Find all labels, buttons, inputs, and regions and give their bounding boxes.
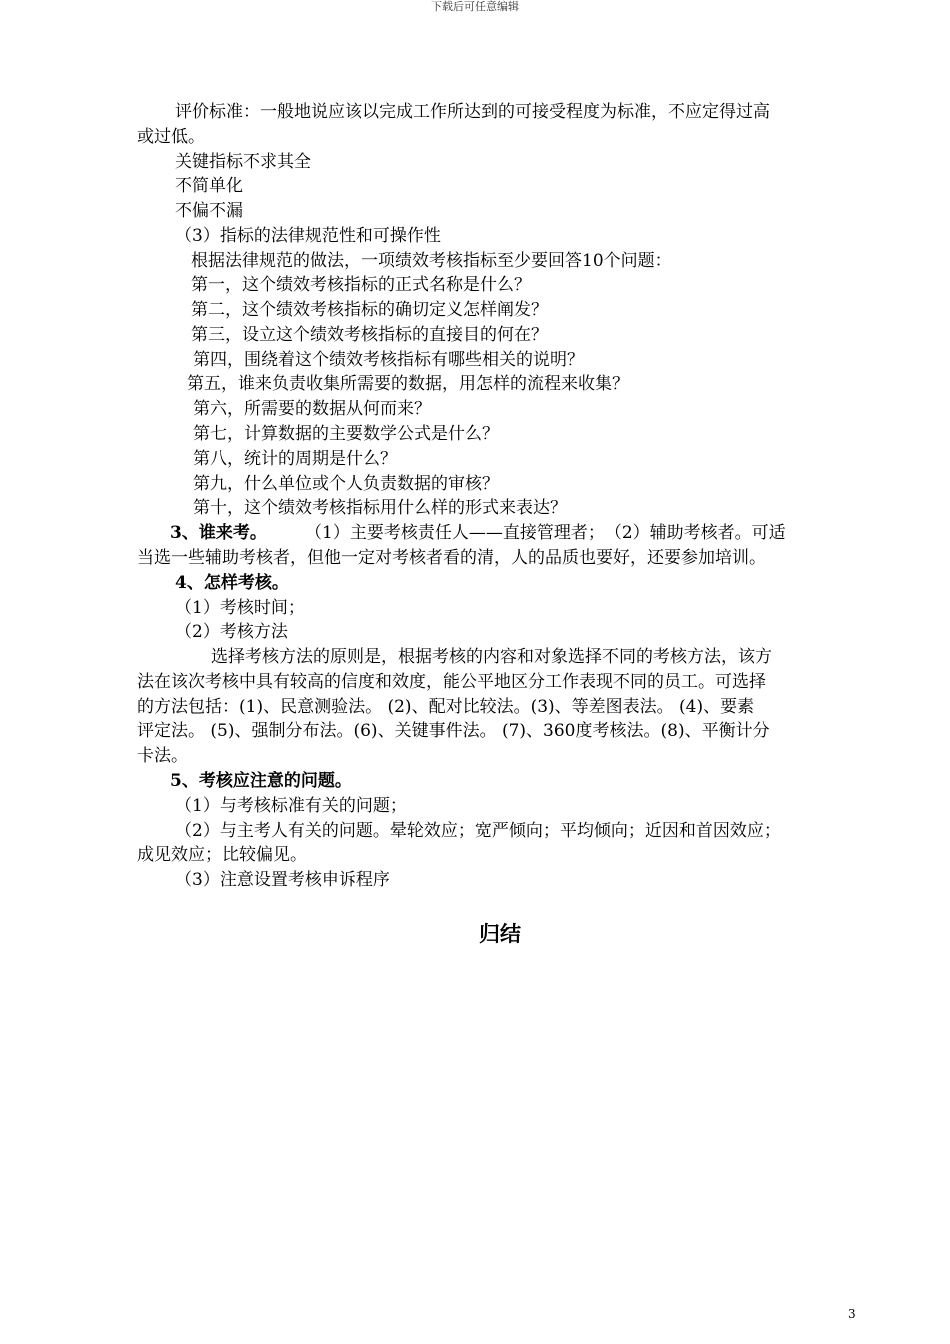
text-line: 或过低。	[137, 127, 205, 147]
text-line: （3）指标的法律规范性和可操作性	[175, 226, 441, 246]
text-line: 第一，这个绩效考核指标的正式名称是什么？	[191, 275, 531, 295]
text-line: （3）注意设置考核申诉程序	[175, 870, 390, 890]
section-heading-3: 3、谁来考。	[170, 523, 267, 543]
text-line: 选择考核方法的原则是，根据考核的内容和对象选择不同的考核方法，该方	[211, 647, 772, 667]
text-line: 评定法。 (5)、强制分布法。(6)、关键事件法。 (7)、360度考核法。(8)、平衡计分	[137, 721, 770, 741]
text-line: 评价标准：一般地说应该以完成工作所达到的可接受程度为标准，不应定得过高	[175, 102, 770, 122]
text-line: （1）考核时间；	[175, 598, 305, 618]
text-line: 第四，围绕着这个绩效考核指标有哪些相关的说明？	[193, 350, 584, 370]
text-line: 根据法律规范的做法，一项绩效考核指标至少要回答10个问题：	[191, 251, 672, 271]
text-line: 第九，什么单位或个人负责数据的审核？	[193, 474, 499, 494]
text-line: 法在该次考核中具有较高的信度和效度，能公平地区分工作表现不同的员工。可选择	[137, 672, 766, 692]
text-line: （1）与考核标准有关的问题；	[175, 796, 407, 816]
text-line: 卡法。	[137, 746, 188, 766]
section-heading-5: 5、考核应注意的问题。	[170, 771, 352, 791]
text-line: （2）考核方法	[175, 622, 288, 642]
text-line: 成见效应；比较偏见。	[137, 845, 307, 865]
section-title: 归结	[479, 921, 521, 946]
text-line: （2）与主考人有关的问题。晕轮效应；宽严倾向；平均倾向；近因和首因效应；	[175, 821, 781, 841]
page-header: 下载后可任意编辑	[431, 0, 519, 13]
text-line: 当选一些辅助考核者，但他一定对考核者看的清，人的品质也要好，还要参加培训。	[137, 548, 766, 568]
section-heading-4: 4、怎样考核。	[175, 573, 289, 593]
text-line: （1）主要考核责任人——直接管理者； （2）辅助考核者。可适	[305, 523, 786, 543]
page-number: 3	[848, 1307, 856, 1321]
text-line: 不简单化	[175, 176, 243, 196]
text-line: 不偏不漏	[175, 201, 243, 221]
text-line: 第十，这个绩效考核指标用什么样的形式来表达？	[193, 498, 567, 518]
text-line: 第七，计算数据的主要数学公式是什么？	[193, 424, 499, 444]
text-line: 第二，这个绩效考核指标的确切定义怎样阐发？	[191, 300, 548, 320]
text-line: 第五，谁来负责收集所需要的数据，用怎样的流程来收集？	[187, 374, 629, 394]
text-line: 第六，所需要的数据从何而来？	[193, 399, 431, 419]
text-line: 关键指标不求其全	[175, 152, 311, 172]
text-line: 的方法包括：(1)、民意测验法。 (2)、配对比较法。(3)、等差图表法。 (4)、要素	[137, 697, 755, 717]
text-line: 第三，设立这个绩效考核指标的直接目的何在？	[191, 325, 548, 345]
text-line: 第八，统计的周期是什么？	[193, 449, 397, 469]
